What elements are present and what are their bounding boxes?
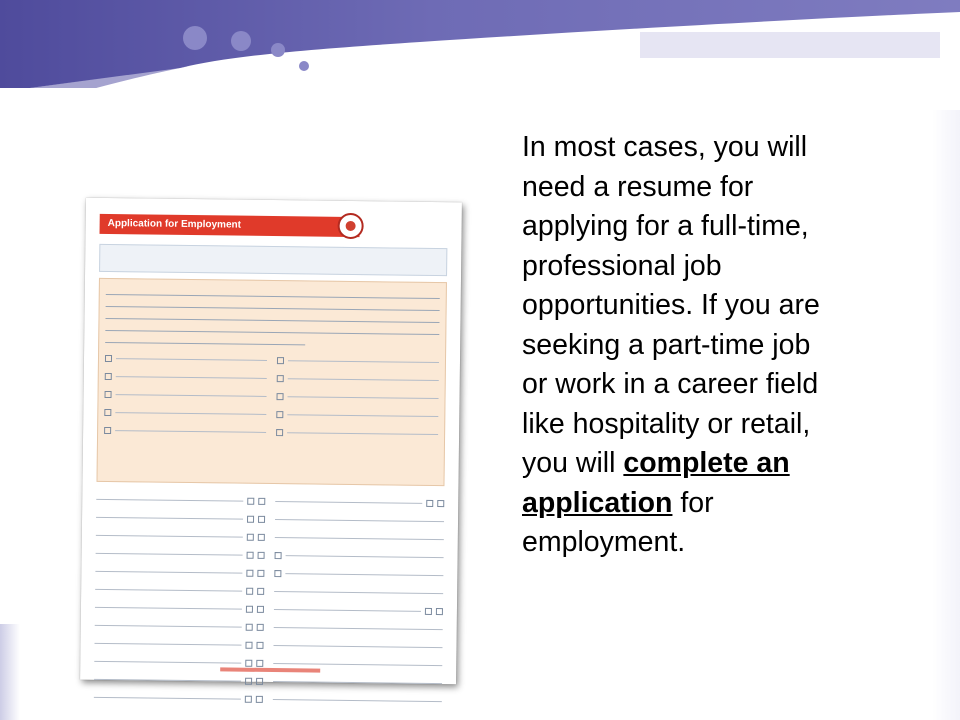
body-text [522,128,942,563]
line-prefix: you will [522,447,624,479]
body-text-line [522,484,942,524]
image-panel [0,88,536,624]
employment-application-form-image [80,198,462,685]
seal-icon [337,213,363,239]
body-text-line: employment. [522,526,686,558]
emphasis-application: application [522,486,673,519]
body-text-line: or work in a career field [522,368,819,400]
body-text-line: In most cases, you will [522,131,808,163]
form-notice-box [99,244,447,276]
body-text-line: applying for a full-time, [522,210,809,242]
form-personal-section [96,278,446,486]
dot-3 [271,43,285,57]
body-text-line: seeking a part-time job [522,328,811,361]
body-text-line: professional job [522,249,722,282]
left-accent-strip [0,620,20,720]
emphasis-complete-an: complete an [623,447,790,479]
dot-2 [231,31,251,51]
body-text-line: opportunities. If you are [522,289,820,321]
dot-4 [299,61,309,71]
form-body [94,244,448,712]
line-suffix: for [672,486,714,519]
form-questions-section [94,492,445,712]
body-text-line [522,444,942,484]
body-text-line: need a resume for [522,170,754,203]
body-text-line: like hospitality or retail, [522,407,811,440]
form-header-bar: Application for Employment [100,214,360,237]
dot-1 [183,26,207,50]
